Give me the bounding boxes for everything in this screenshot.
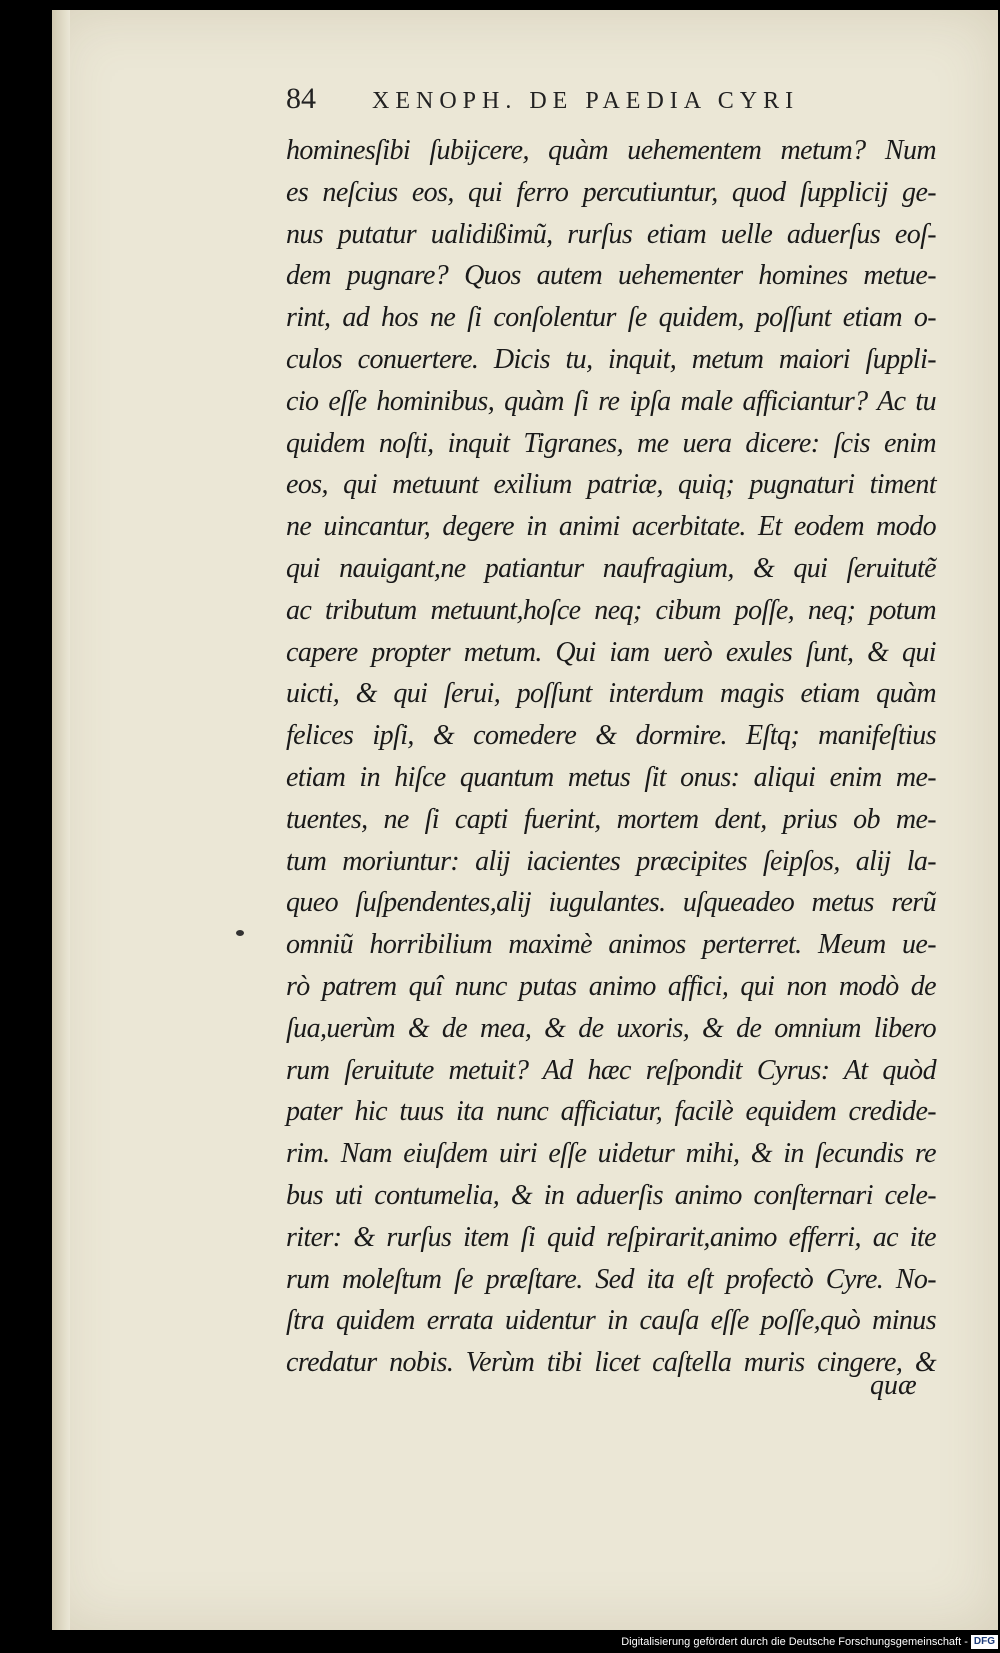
page-number: 84 [286,82,316,115]
digitization-footer [621,1634,998,1650]
footer-credit: Digitalisierung gefördert durch die Deutsche Forschungsgemeinschaft - [621,1636,968,1648]
text-line: etiam in hiſce quantum metus ſit onus: aliqui enim me- [286,761,936,793]
text-line: pater hic tuus ita nunc afficiatur, facilè equidem credide- [286,1096,936,1128]
text-line: felices ipſi, & comedere & dormire. Eſtq; manifeſtius [286,720,936,752]
text-line: tuentes, ne ſi capti fuerint, mortem dent, prius ob me- [286,803,936,835]
text-line: hominesſibi ſubijcere, quàm uehementem metum? Num [286,135,936,166]
body-text [286,130,936,1384]
text-line: culos conuertere. Dicis tu, inquit, metum maiori ſuppli- [286,343,936,375]
text-line: quidem noſti, inquit Tigranes, me uera dicere: ſcis enim [286,427,936,459]
text-line: credatur nobis. Verùm tibi licet caſtella muris cingere, & [286,1347,936,1379]
catchword: quæ [870,1370,917,1401]
text-line: qui nauigant,ne patiantur naufragium, & qui ſeruitutẽ [286,552,936,584]
text-line: rum moleſtum ſe præſtare. Sed ita eſt profectò Cyre. No- [286,1263,936,1295]
text-line: rò patrem quî nunc putas animo affici, qui non modò de [286,970,936,1002]
text-line: ne uincantur, degere in animi acerbitate. Et eodem modo [286,511,936,543]
text-line: riter: & rurſus item ſi quid reſpirarit,animo efferri, ac ite [286,1221,936,1253]
text-line: rum ſeruitute metuit? Ad hæc reſpondit Cyrus: At quòd [286,1054,936,1086]
text-line: queo ſuſpendentes,alij iugulantes. uſqueadeo metus rerũ [286,887,936,919]
text-line: uicti, & qui ſerui, poſſunt interdum magis etiam quàm [286,678,936,710]
text-line: ſtra quidem errata uidentur in cauſa eſſe poſſe,quò minus [286,1305,936,1337]
text-line: rint, ad hos ne ſi conſolentur ſe quidem, poſſunt etiam o- [286,302,936,334]
text-line: cio eſſe hominibus, quàm ſi re ipſa male afficiantur? Ac tu [286,385,936,417]
running-header [286,82,926,122]
page-gutter [52,10,70,1630]
text-line: ac tributum metuunt,hoſce neq; cibum poſſe, neq; potum [286,594,936,626]
dfg-logo-icon: DFG [971,1635,998,1649]
text-line: tum moriuntur: alij iacientes præcipites ſeipſos, alij la- [286,845,936,877]
text-line: capere propter metum. Qui iam uerò exules ſunt, & qui [286,636,936,668]
text-line: rim. Nam eiuſdem uiri eſſe uidetur mihi, & in ſecundis re [286,1138,936,1170]
text-line: es neſcius eos, qui ferro percutiuntur, quod ſupplicij ge- [286,176,936,208]
text-line: dem pugnare? Quos autem uehementer homines metue- [286,260,936,292]
ink-mark [236,930,244,936]
text-line: eos, qui metuunt exilium patriæ, quiq; pugnaturi timent [286,469,936,501]
text-line: bus uti contumelia, & in aduerſis animo conſternari cele- [286,1179,936,1211]
text-line: ſua,uerùm & de mea, & de uxoris, & de omnium libero [286,1012,936,1044]
text-line: omniũ horribilium maximè animos perterret. Meum ue- [286,929,936,961]
running-title: XENOPH. DE PAEDIA CYRI [372,88,800,114]
text-line: nus putatur ualidißimũ, rurſus etiam uelle aduerſus eoſ- [286,218,936,250]
